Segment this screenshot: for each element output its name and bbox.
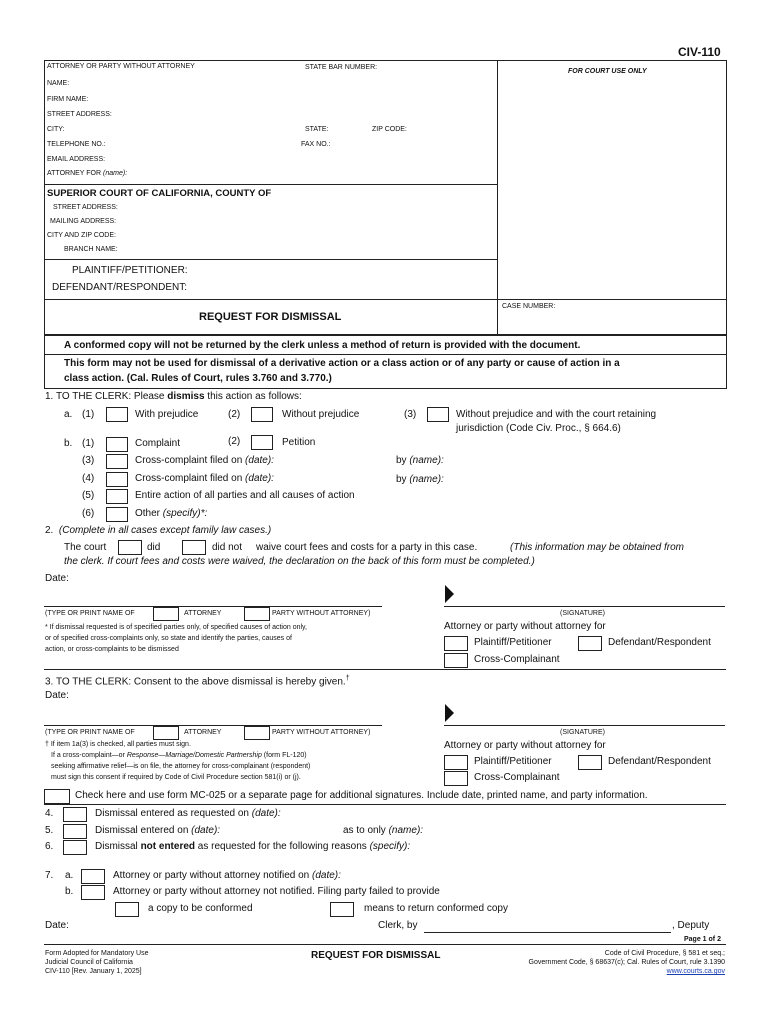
- street-label: STREET ADDRESS:: [47, 111, 112, 118]
- court-mailing-label: MAILING ADDRESS:: [50, 218, 117, 225]
- sig1-for-label: Attorney or party without attorney for: [444, 621, 606, 632]
- sig1-party-label: PARTY WITHOUT ATTORNEY): [272, 610, 371, 617]
- notified-text: Attorney or party without attorney notified on: [113, 870, 310, 881]
- with-prejudice-label: With prejudice: [135, 409, 199, 420]
- petition-checkbox[interactable]: [251, 435, 273, 450]
- entire-action-label: Entire action of all parties and all causes of action: [135, 490, 355, 501]
- as-to-only-name-hint: (name):: [388, 825, 424, 836]
- item1a2-num: (2): [228, 409, 241, 420]
- deputy-label: , Deputy: [672, 920, 710, 931]
- did-label: did: [147, 542, 161, 553]
- notified-label: [113, 870, 341, 881]
- item2-heading: [45, 525, 271, 536]
- sig2-footnote-2: [51, 752, 307, 759]
- item5-num: 5.: [45, 825, 54, 836]
- item1-heading: [45, 391, 302, 402]
- case-number-divider: [497, 299, 498, 334]
- title-box: [44, 299, 727, 335]
- as-to-only-label: [343, 825, 423, 836]
- means-return-label: means to return conformed copy: [364, 903, 508, 914]
- did-not-label: did not: [212, 542, 243, 553]
- sig2-footnote-2-italic: Response—Marriage/Domestic Partnership: [126, 752, 262, 759]
- other-label: [135, 508, 207, 519]
- item1b4-num: (4): [82, 473, 95, 484]
- date-label-2: Date:: [45, 690, 69, 701]
- sig1-party-checkbox[interactable]: [244, 607, 270, 621]
- retain-jurisdiction-label-2: jurisdiction (Code Civ. Proc., § 664.6): [456, 423, 621, 434]
- sig2-party-checkbox[interactable]: [244, 726, 270, 740]
- signature-line-1[interactable]: [444, 606, 725, 607]
- cross-complaint-1-checkbox[interactable]: [106, 454, 128, 469]
- type-print-label-2: (TYPE OR PRINT NAME OF: [45, 729, 135, 736]
- courts-website-link[interactable]: www.courts.ca.gov: [666, 968, 725, 975]
- city-label: CITY:: [47, 126, 65, 133]
- sig2-plaintiff-checkbox[interactable]: [444, 755, 468, 770]
- form-id: CIV-110: [678, 45, 721, 59]
- notice-class-action-2: class action. (Cal. Rules of Court, rules 3.760 and 3.770.): [64, 373, 332, 384]
- court-use-divider: [497, 60, 498, 301]
- item1b-label: b.: [64, 438, 73, 449]
- court-title: SUPERIOR COURT OF CALIFORNIA, COUNTY OF: [47, 188, 272, 199]
- other-specify-hint: (specify)*:: [162, 508, 208, 519]
- as-to-only-text: as to only: [343, 825, 386, 836]
- cross-complaint-1-by-text: by: [396, 455, 407, 466]
- item1b6-num: (6): [82, 508, 95, 519]
- case-number-label: CASE NUMBER:: [502, 303, 556, 310]
- item7b-label: b.: [65, 886, 74, 897]
- section-divider-1: [44, 669, 726, 670]
- complaint-checkbox[interactable]: [106, 437, 128, 452]
- cross-complaint-1-by: [396, 455, 444, 466]
- sig2-attorney-label: ATTORNEY: [184, 729, 222, 736]
- item3-dagger: †: [345, 675, 350, 682]
- clerk-date-label: Date:: [45, 920, 69, 931]
- item1a3-num: (3): [404, 409, 417, 420]
- court-branch-label: BRANCH NAME:: [64, 246, 118, 253]
- sig2-defendant-label: Defendant/Respondent: [608, 756, 711, 767]
- other-text: Other: [135, 508, 161, 519]
- defendant-label: DEFENDANT/RESPONDENT:: [52, 282, 188, 293]
- date-label-1: Date:: [45, 573, 69, 584]
- attorney-for-text: ATTORNEY FOR: [47, 170, 102, 177]
- sig1-footnote-1: * If dismissal requested is of specified parties only, of specified causes of action only,: [45, 624, 307, 631]
- state-label: STATE:: [305, 126, 329, 133]
- attorney-label: ATTORNEY OR PARTY WITHOUT ATTORNEY: [47, 63, 195, 70]
- dismissal-not-entered-label: [95, 841, 410, 852]
- form-title: REQUEST FOR DISMISSAL: [199, 311, 342, 323]
- dismissal-entered-checkbox[interactable]: [63, 807, 87, 822]
- waive-label: waive court fees and costs for a party in this case.: [256, 542, 478, 553]
- sig2-cross-checkbox[interactable]: [444, 771, 468, 786]
- item1b2-num: (2): [228, 436, 241, 447]
- court-street-label: STREET ADDRESS:: [53, 204, 118, 211]
- footer-code-2: Government Code, § 68637(c); Cal. Rules of Court, rule 3.1390: [528, 959, 725, 966]
- notified-date-hint: (date):: [312, 870, 341, 881]
- notified-checkbox[interactable]: [81, 869, 105, 884]
- signature-label-2: (SIGNATURE): [560, 729, 605, 736]
- section-divider-2: [44, 804, 726, 805]
- print-name-line-1[interactable]: [44, 606, 382, 607]
- clerk-by-label: Clerk, by: [378, 920, 418, 931]
- cross-complaint-2-name-hint: (name):: [409, 474, 444, 485]
- sig2-footnote-1: † If item 1a(3) is checked, all parties must sign.: [45, 741, 191, 748]
- cross-complaint-2-checkbox[interactable]: [106, 472, 128, 487]
- petition-label: Petition: [282, 437, 316, 448]
- cross-complaint-2-by: [396, 474, 444, 485]
- signature-label-1: (SIGNATURE): [560, 610, 605, 617]
- cross-complaint-1-date-hint: (date):: [245, 455, 274, 466]
- page-number: Page 1 of 2: [684, 936, 721, 943]
- dismissal-not-entered-checkbox[interactable]: [63, 840, 87, 855]
- without-prejudice-checkbox[interactable]: [251, 407, 273, 422]
- type-print-label-1: (TYPE OR PRINT NAME OF: [45, 610, 135, 617]
- dismissal-partial-date-hint: (date):: [191, 825, 221, 836]
- court-use-label: FOR COURT USE ONLY: [568, 68, 647, 75]
- attorney-for-label: [47, 170, 127, 177]
- cross-complaint-2-by-text: by: [396, 474, 407, 485]
- court-divider: [44, 259, 498, 260]
- copy-conformed-checkbox[interactable]: [115, 902, 139, 917]
- notice-return: A conformed copy will not be returned by the clerk unless a method of return is provided with the document.: [64, 340, 581, 351]
- court-did-not-checkbox[interactable]: [182, 540, 206, 555]
- item1b3-num: (3): [82, 455, 95, 466]
- item6-num: 6.: [45, 841, 54, 852]
- print-name-line-2[interactable]: [44, 725, 382, 726]
- notice-divider: [44, 354, 726, 355]
- sig2-footnote-3: seeking affirmative relief—is on file, the attorney for cross-complainant (respondent): [51, 763, 311, 770]
- footer-divider: [44, 944, 726, 945]
- not-notified-label: Attorney or party without attorney not notified. Filing party failed to provide: [113, 886, 440, 897]
- name-label: NAME:: [47, 80, 70, 87]
- court-did-checkbox[interactable]: [118, 540, 142, 555]
- zip-label: ZIP CODE:: [372, 126, 407, 133]
- item1b5-num: (5): [82, 490, 95, 501]
- court-city-label: CITY AND ZIP CODE:: [47, 232, 116, 239]
- clerk-signature-line[interactable]: [424, 932, 671, 933]
- dismissal-partial-label: [95, 825, 220, 836]
- email-label: EMAIL ADDRESS:: [47, 156, 106, 163]
- item1-heading-pre: 1. TO THE CLERK: Please: [45, 391, 168, 402]
- sig2-defendant-checkbox[interactable]: [578, 755, 602, 770]
- sig1-attorney-checkbox[interactable]: [153, 607, 179, 621]
- copy-conformed-label: a copy to be conformed: [148, 903, 253, 914]
- footer-title: REQUEST FOR DISMISSAL: [311, 950, 441, 961]
- dismissal-partial-text: Dismissal entered on: [95, 825, 189, 836]
- dismissal-entered-text: Dismissal entered as requested on: [95, 808, 249, 819]
- retain-jurisdiction-label-1: Without prejudice and with the court retaining: [456, 409, 657, 420]
- fax-label: FAX NO.:: [301, 141, 331, 148]
- cross-complaint-1-text: Cross-complaint filed on: [135, 455, 243, 466]
- sig1-cross-checkbox[interactable]: [444, 653, 468, 668]
- footer-adopted: Form Adopted for Mandatory Use: [45, 950, 149, 957]
- sig2-for-label: Attorney or party without attorney for: [444, 740, 606, 751]
- item7a-label: a.: [65, 870, 74, 881]
- additional-signatures-checkbox[interactable]: [44, 789, 70, 804]
- sig2-attorney-checkbox[interactable]: [153, 726, 179, 740]
- firm-label: FIRM NAME:: [47, 96, 89, 103]
- item1-heading-post: this action as follows:: [204, 391, 302, 402]
- item2-number: 2.: [45, 525, 54, 536]
- dismissal-partial-checkbox[interactable]: [63, 824, 87, 839]
- sig1-footnote-3: action, or cross-complaints to be dismissed: [45, 646, 179, 653]
- sig1-footnote-2: or of specified cross-complaints only, so state and identify the parties, causes of: [45, 635, 292, 642]
- item3-heading-text: 3. TO THE CLERK: Consent to the above dismissal is hereby given.: [45, 676, 346, 688]
- sig2-footnote-4: must sign this consent if required by Code of Civil Procedure section 581(i) or (j).: [51, 774, 301, 781]
- item7-num: 7.: [45, 870, 54, 881]
- signature-line-2[interactable]: [444, 725, 725, 726]
- sig1-plaintiff-checkbox[interactable]: [444, 636, 468, 651]
- state-bar-label: STATE BAR NUMBER:: [305, 64, 378, 71]
- sig2-footnote-2-pre: If a cross-complaint—or: [51, 752, 127, 759]
- item4-num: 4.: [45, 808, 54, 819]
- additional-signatures-label: Check here and use form MC-025 or a separate page for additional signatures. Include date, printed name, and party information.: [75, 790, 648, 801]
- item1a-label: a.: [64, 409, 73, 420]
- not-notified-checkbox[interactable]: [81, 885, 105, 900]
- item1-heading-bold: dismiss: [167, 391, 205, 402]
- signature-arrow-2: [445, 704, 454, 722]
- dismissal-entered-label: [95, 808, 281, 819]
- cross-complaint-2-label: [135, 473, 274, 484]
- with-prejudice-checkbox[interactable]: [106, 407, 128, 422]
- footer-code-1: Code of Civil Procedure, § 581 et seq.;: [604, 950, 725, 957]
- cross-complaint-2-text: Cross-complaint filed on: [135, 473, 243, 484]
- item2-heading-text: (Complete in all cases except family law cases.): [58, 525, 272, 536]
- attorney-divider: [44, 184, 498, 185]
- item1a1-num: (1): [82, 409, 95, 420]
- sig1-attorney-label: ATTORNEY: [184, 610, 222, 617]
- notice-class-action-1: This form may not be used for dismissal of a derivative action or a class action or of any party or cause of action in a: [64, 358, 620, 369]
- cross-complaint-2-date-hint: (date):: [245, 473, 274, 484]
- retain-jurisdiction-checkbox[interactable]: [427, 407, 449, 422]
- entire-action-checkbox[interactable]: [106, 489, 128, 504]
- plaintiff-label: PLAINTIFF/PETITIONER:: [72, 265, 188, 276]
- complaint-label: Complaint: [135, 438, 181, 449]
- fees-note-1: (This information may be obtained from: [510, 542, 684, 553]
- dismissal-entered-date-hint: (date):: [251, 808, 281, 819]
- sig1-cross-label: Cross-Complainant: [474, 654, 560, 665]
- footer-revision: CIV-110 [Rev. January 1, 2025]: [45, 968, 142, 975]
- sig1-defendant-label: Defendant/Respondent: [608, 637, 711, 648]
- not-entered-specify-hint: (specify):: [369, 841, 411, 852]
- without-prejudice-label: Without prejudice: [282, 409, 360, 420]
- not-entered-pre: Dismissal: [95, 841, 141, 852]
- attorney-for-name-hint: (name):: [103, 170, 128, 177]
- not-entered-bold: not entered: [140, 841, 196, 852]
- sig1-plaintiff-label: Plaintiff/Petitioner: [474, 637, 552, 648]
- phone-label: TELEPHONE NO.:: [47, 141, 106, 148]
- signature-arrow-1: [445, 585, 454, 603]
- footer-council: Judicial Council of California: [45, 959, 133, 966]
- fees-note-2: the clerk. If court fees and costs were waived, the declaration on the back of this form must be completed.): [64, 556, 535, 567]
- sig2-party-label: PARTY WITHOUT ATTORNEY): [272, 729, 371, 736]
- means-return-checkbox[interactable]: [330, 902, 354, 917]
- sig1-defendant-checkbox[interactable]: [578, 636, 602, 651]
- not-entered-post: as requested for the following reasons: [195, 841, 367, 852]
- cross-complaint-1-label: [135, 455, 274, 466]
- sig2-plaintiff-label: Plaintiff/Petitioner: [474, 756, 552, 767]
- other-checkbox[interactable]: [106, 507, 128, 522]
- court-fees-pre: The court: [64, 542, 107, 553]
- cross-complaint-1-name-hint: (name):: [409, 455, 444, 466]
- sig2-cross-label: Cross-Complainant: [474, 772, 560, 783]
- sig2-footnote-2-post: (form FL-120): [261, 752, 307, 759]
- item1b1-num: (1): [82, 438, 95, 449]
- item3-heading: [45, 675, 350, 687]
